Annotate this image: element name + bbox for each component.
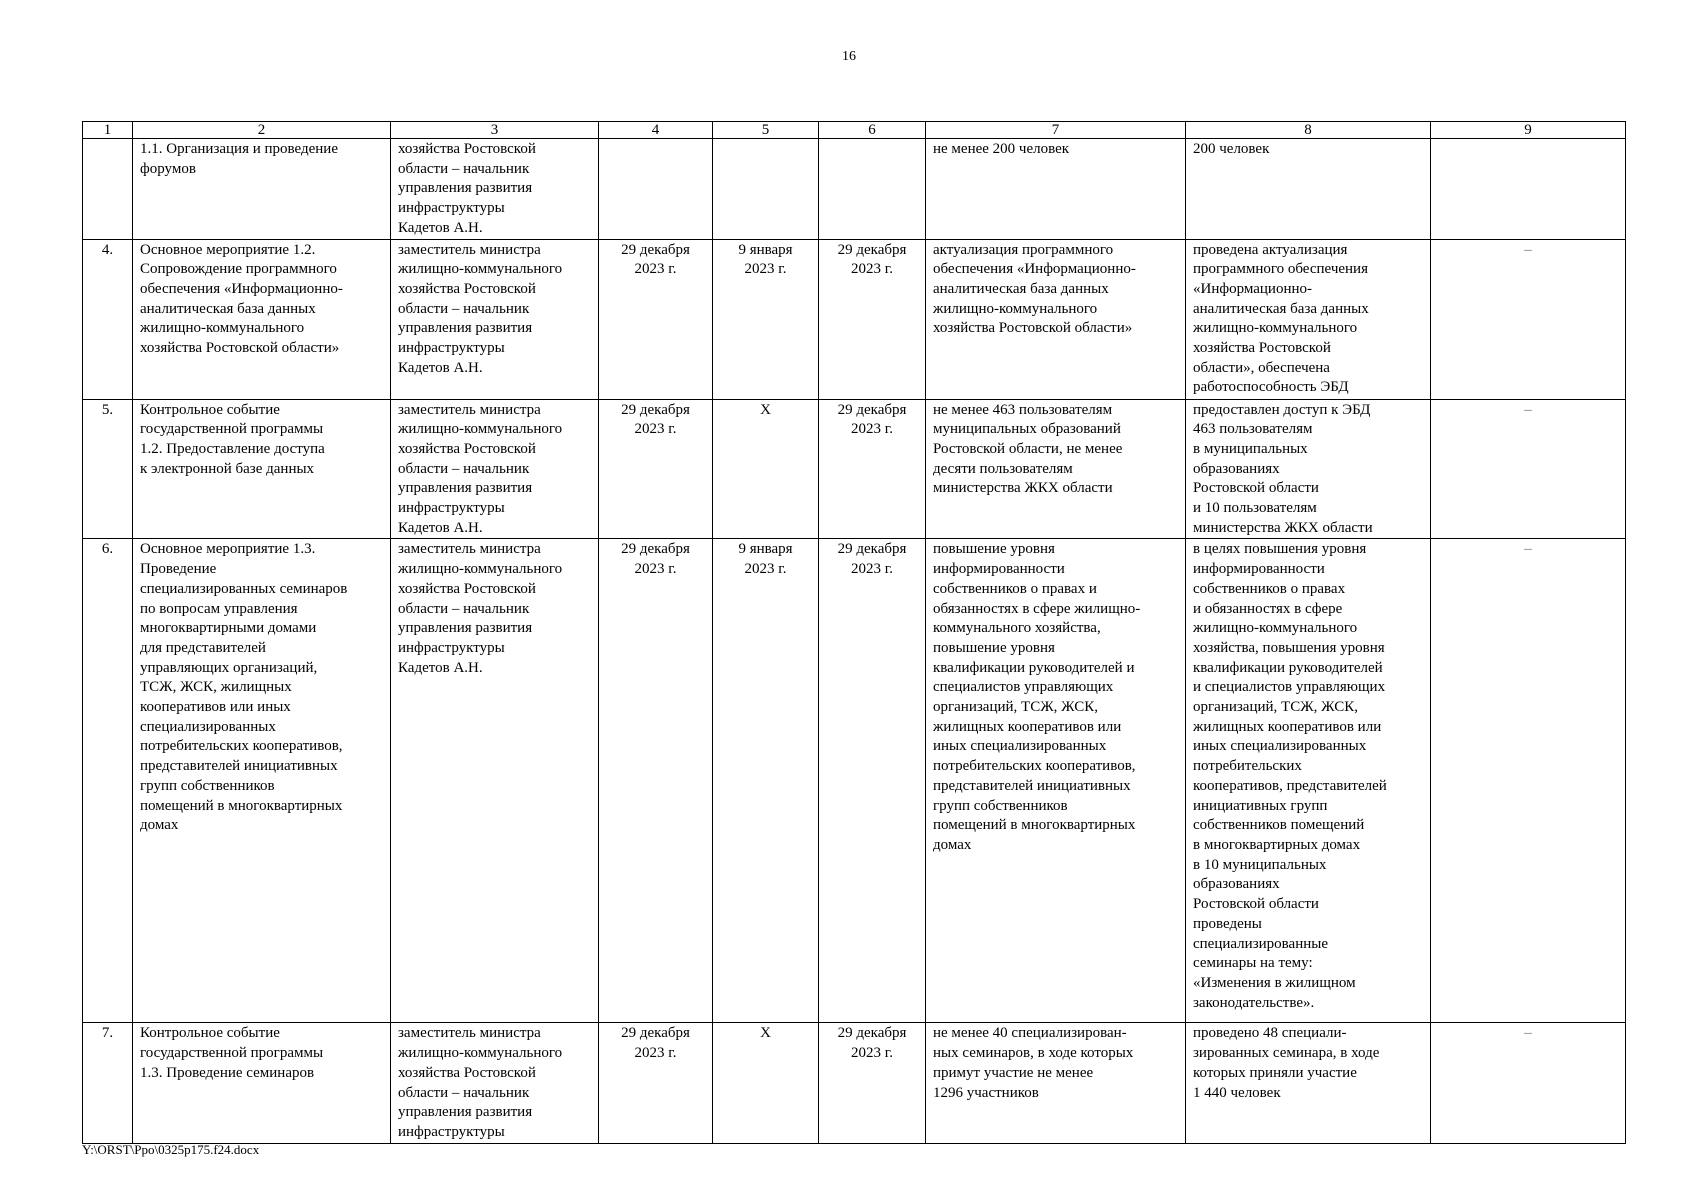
actual-result: проведено 48 специали- зированных семинара, в ходе которых приняли участие 1 440 человек xyxy=(1186,1023,1431,1143)
actual-end-date: 29 декабря 2023 г. xyxy=(819,1023,926,1143)
responsible-person: заместитель министра жилищно-коммунального хозяйства Ростовской области – начальник управления развития инфраструктуры Кадетов А.Н. xyxy=(391,239,599,399)
planned-result: не менее 463 пользователям муниципальных образований Ростовской области, не менее десяти пользователям министерства ЖКХ области xyxy=(926,399,1186,539)
actual-end-date xyxy=(819,139,926,240)
actual-result: 200 человек xyxy=(1186,139,1431,240)
table-row xyxy=(83,539,1626,1023)
actual-start-date: 9 января 2023 г. xyxy=(713,539,819,1023)
planned-result: не менее 40 специализирован- ных семинаров, в ходе которых примут участие не менее 1296 участников xyxy=(926,1023,1186,1143)
row-number: 4. xyxy=(83,239,133,399)
column-number: 3 xyxy=(391,122,599,139)
actual-result: в целях повышения уровня информированности собственников о правах и обязанностях в сфере жилищно-коммунального хозяйства, повышения уровня квалификации руководителей и специалистов управляющих организаций, ТСЖ, ЖСК, жилищных кооперативов или иных специализированных потребительских кооперативов, представителей инициативных групп собственников помещений в многоквартирных домах в 10 муниципальных образованиях Ростовской области проведены специализированные семинары на тему: «Изменения в жилищном законодательстве». xyxy=(1186,539,1431,1023)
responsible-person: заместитель министра жилищно-коммунального хозяйства Ростовской области – начальник управления развития инфраструктуры Кадетов А.Н. xyxy=(391,539,599,1023)
note: – xyxy=(1431,539,1626,1023)
row-number xyxy=(83,139,133,240)
column-number: 8 xyxy=(1186,122,1431,139)
planned-result: не менее 200 человек xyxy=(926,139,1186,240)
column-number: 4 xyxy=(599,122,713,139)
table-row xyxy=(83,399,1626,539)
actual-end-date: 29 декабря 2023 г. xyxy=(819,239,926,399)
table-row xyxy=(83,1023,1626,1143)
responsible-person: заместитель министра жилищно-коммунального хозяйства Ростовской области – начальник управления развития инфраструктуры Кадетов А.Н. xyxy=(391,399,599,539)
column-number: 2 xyxy=(133,122,391,139)
column-number: 5 xyxy=(713,122,819,139)
activity-name: Основное мероприятие 1.2. Сопровождение программного обеспечения «Информационно- аналитическая база данных жилищно-коммунального хозяйства Ростовской области» xyxy=(133,239,391,399)
footer-file-path: Y:\ORST\Ppo\0325p175.f24.docx xyxy=(82,1142,260,1157)
activity-name: Контрольное событие государственной программы 1.2. Предоставление доступа к электронной базе данных xyxy=(133,399,391,539)
planned-date: 29 декабря 2023 г. xyxy=(599,399,713,539)
actual-start-date: 9 января 2023 г. xyxy=(713,239,819,399)
planned-date xyxy=(599,139,713,240)
row-number: 7. xyxy=(83,1023,133,1143)
column-number: 7 xyxy=(926,122,1186,139)
actual-start-date: X xyxy=(713,399,819,539)
column-number: 1 xyxy=(83,122,133,139)
planned-result: актуализация программного обеспечения «Информационно- аналитическая база данных жилищно-коммунального хозяйства Ростовской области» xyxy=(926,239,1186,399)
responsible-person: хозяйства Ростовской области – начальник управления развития инфраструктуры Кадетов А.Н. xyxy=(391,139,599,240)
report-table xyxy=(82,121,1626,1144)
actual-result: предоставлен доступ к ЭБД 463 пользователям в муниципальных образованиях Ростовской области и 10 пользователям министерства ЖКХ области xyxy=(1186,399,1431,539)
table-row xyxy=(83,239,1626,399)
note: – xyxy=(1431,1023,1626,1143)
column-number: 6 xyxy=(819,122,926,139)
planned-result: повышение уровня информированности собственников о правах и обязанностях в сфере жилищно- коммунального хозяйства, повышение уровня квалификации руководителей и специалистов управляющих организаций, ТСЖ, ЖСК, жилищных кооперативов или иных специализированных потребительских кооперативов, представителей инициативных групп собственников помещений в многоквартирных домах xyxy=(926,539,1186,1023)
actual-start-date: X xyxy=(713,1023,819,1143)
column-number: 9 xyxy=(1431,122,1626,139)
responsible-person: заместитель министра жилищно-коммунального хозяйства Ростовской области – начальник управления развития инфраструктуры xyxy=(391,1023,599,1143)
row-number: 6. xyxy=(83,539,133,1023)
activity-name: Контрольное событие государственной программы 1.3. Проведение семинаров xyxy=(133,1023,391,1143)
note: – xyxy=(1431,239,1626,399)
actual-end-date: 29 декабря 2023 г. xyxy=(819,399,926,539)
actual-result: проведена актуализация программного обеспечения «Информационно- аналитическая база данных жилищно-коммунального хозяйства Ростовской области», обеспечена работоспособность ЭБД xyxy=(1186,239,1431,399)
planned-date: 29 декабря 2023 г. xyxy=(599,1023,713,1143)
planned-date: 29 декабря 2023 г. xyxy=(599,539,713,1023)
activity-name: 1.1. Организация и проведение форумов xyxy=(133,139,391,240)
page-number: 16 xyxy=(842,49,856,64)
actual-start-date xyxy=(713,139,819,240)
note xyxy=(1431,139,1626,240)
activity-name: Основное мероприятие 1.3. Проведение специализированных семинаров по вопросам управления многоквартирными домами для представителей управляющих организаций, ТСЖ, ЖСК, жилищных кооперативов или иных специализированных потребительских кооперативов, представителей инициативных групп собственников помещений в многоквартирных домах xyxy=(133,539,391,1023)
row-number: 5. xyxy=(83,399,133,539)
actual-end-date: 29 декабря 2023 г. xyxy=(819,539,926,1023)
column-number-row xyxy=(83,122,1626,139)
planned-date: 29 декабря 2023 г. xyxy=(599,239,713,399)
table-row xyxy=(83,139,1626,240)
note: – xyxy=(1431,399,1626,539)
